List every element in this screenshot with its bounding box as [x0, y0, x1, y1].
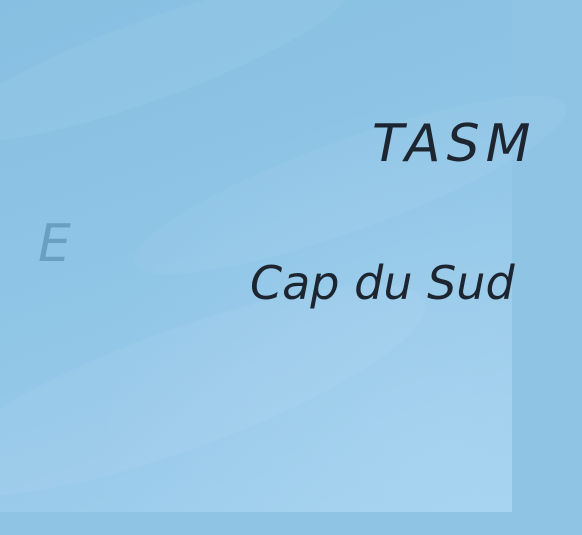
cape-name-label: Cap du Sud [250, 256, 515, 310]
ocean-name-label: E [38, 214, 85, 274]
region-name-label: TASM [372, 114, 537, 174]
seafloor-shading [0, 0, 361, 169]
